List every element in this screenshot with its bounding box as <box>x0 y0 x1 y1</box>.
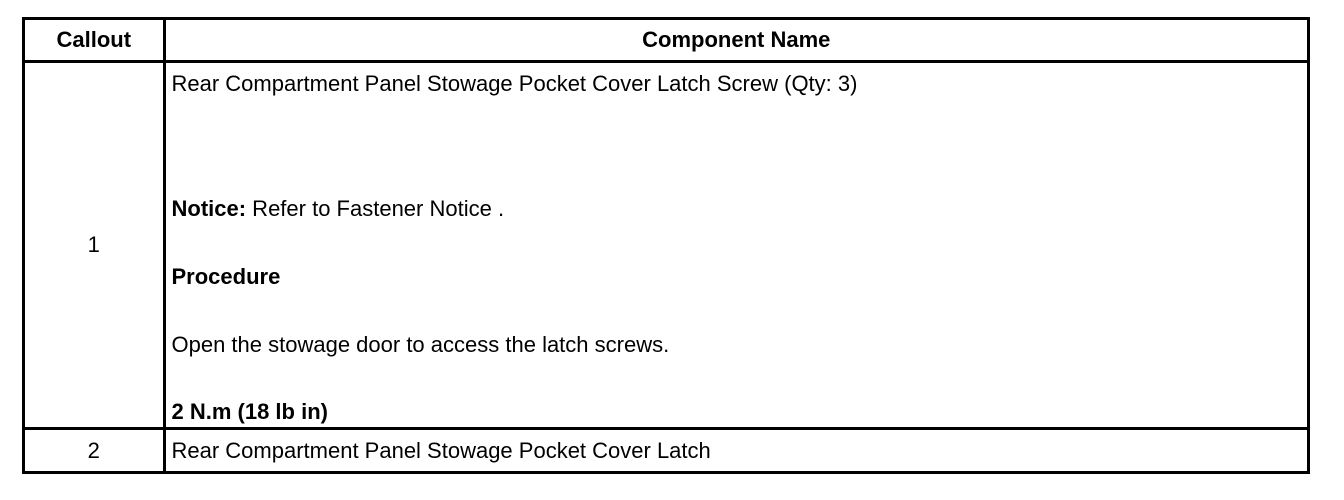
table-row <box>25 62 1307 429</box>
table-header-row <box>25 20 1307 62</box>
header-callout: Callout <box>25 20 164 62</box>
header-component-name: Component Name <box>164 20 1307 62</box>
callout-number: 1 <box>25 62 164 429</box>
procedure-heading: Procedure <box>171 264 281 289</box>
component-name: Rear Compartment Panel Stowage Pocket Cover Latch <box>164 429 1307 472</box>
table-row <box>25 429 1307 472</box>
torque-spec: 2 N.m (18 lb in) <box>171 399 328 424</box>
notice-line <box>172 196 505 222</box>
procedure-text: Open the stowage door to access the latch screws. <box>171 332 670 357</box>
notice-text: Refer to Fastener Notice . <box>246 196 505 221</box>
component-name-cell <box>164 62 1307 429</box>
notice-label: Notice: <box>171 196 247 221</box>
component-name: Rear Compartment Panel Stowage Pocket Cover Latch Screw (Qty: 3) <box>171 71 858 96</box>
component-table <box>22 17 1310 474</box>
callout-table <box>25 20 1307 471</box>
callout-number: 2 <box>25 429 164 472</box>
